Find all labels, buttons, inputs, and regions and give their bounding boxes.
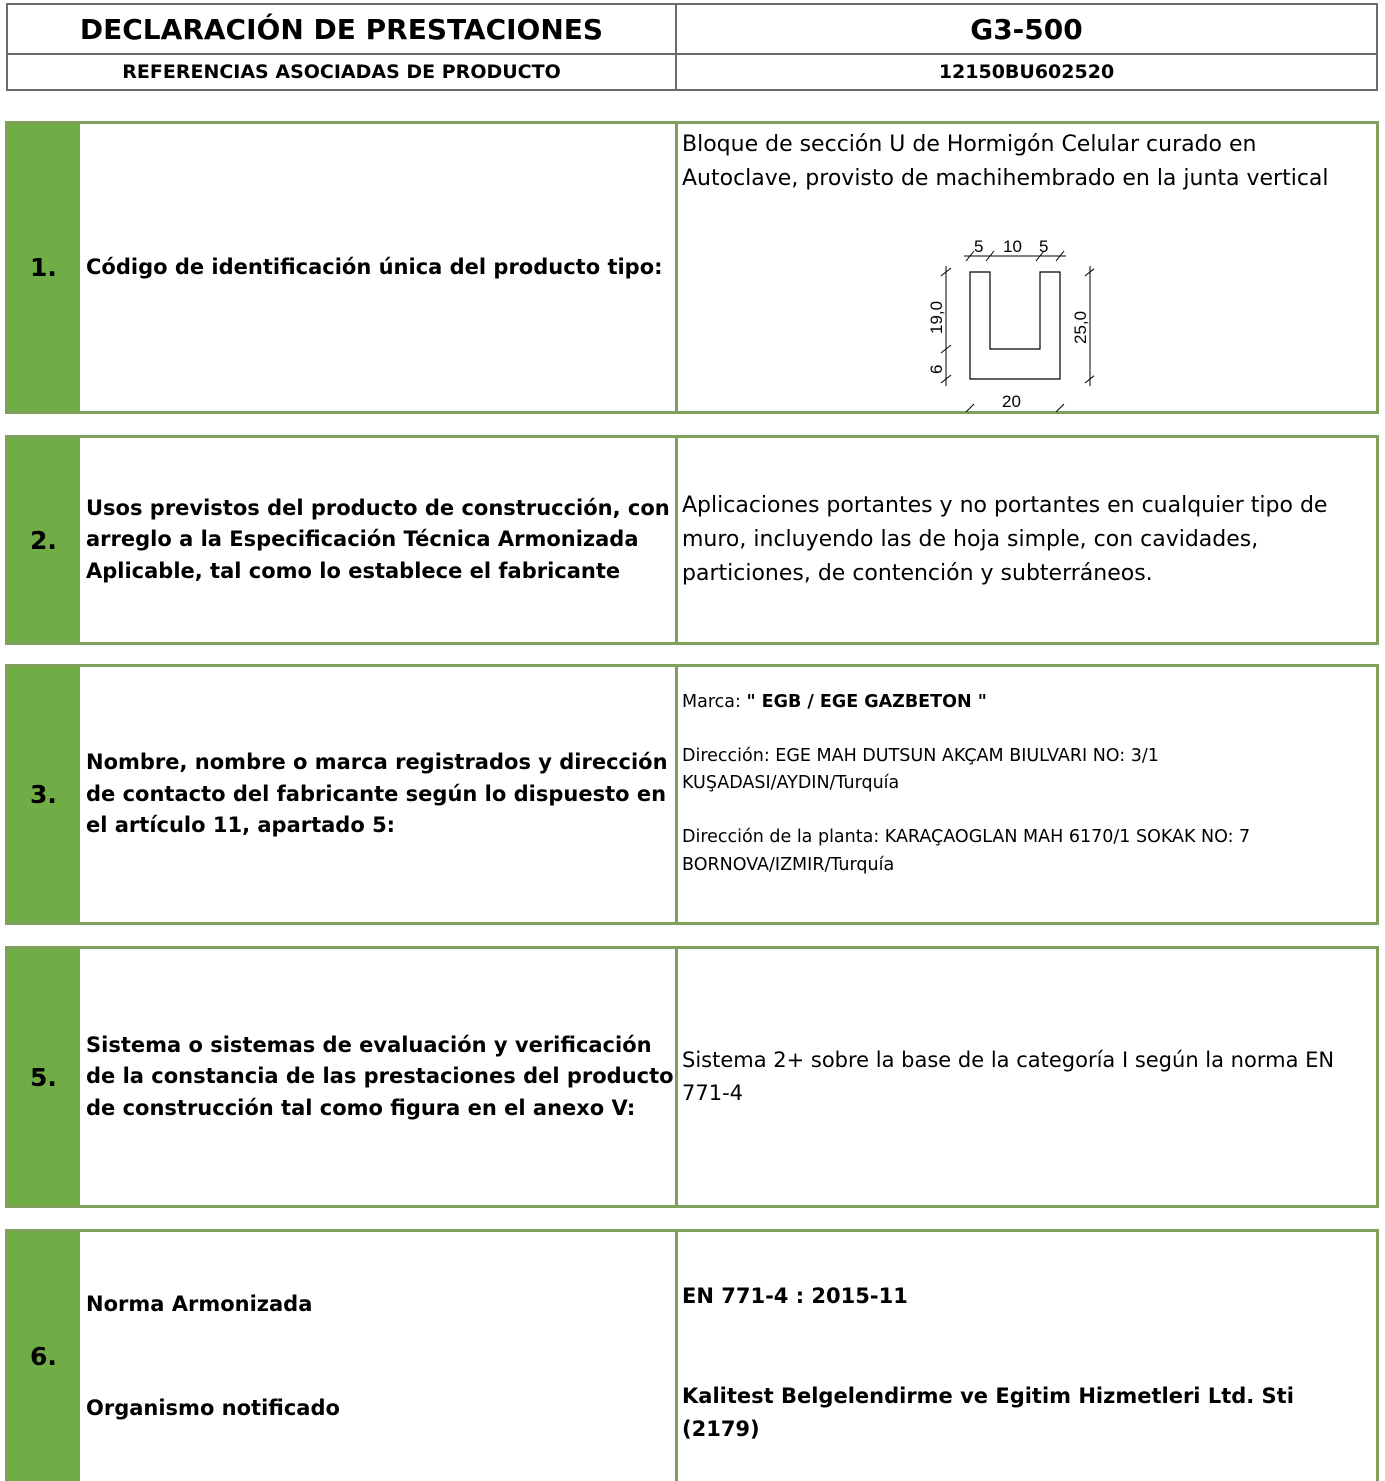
- section-label: Código de identificación única del producto tipo:: [80, 124, 678, 411]
- brand-label: Marca:: [682, 692, 747, 712]
- dim-right: 25,0: [1071, 310, 1090, 344]
- section-number: 6.: [8, 1232, 80, 1481]
- brand-line: [682, 689, 1376, 716]
- plant-address-line: Dirección de la planta: KARAÇAOGLAN MAH 6170/1 SOKAK NO: 7 BORNOVA/IZMIR/Turquía: [682, 827, 1251, 875]
- dim-left-upper: 19,0: [927, 300, 946, 334]
- section-value: [678, 667, 1376, 922]
- u-block-section-drawing: [924, 214, 1094, 414]
- dim-left-lower: 6: [927, 364, 946, 374]
- section-value: Sistema 2+ sobre la base de la categoría I según la norma EN 771-4: [682, 1048, 1335, 1105]
- label-harmonised-standard: Norma Armonizada: [86, 1291, 313, 1316]
- dim-top-left: 5: [974, 237, 984, 256]
- section-number: 1.: [8, 124, 80, 411]
- section-label: Sistema o sistemas de evaluación y verificación de la constancia de las prestaciones del producto de construcción tal como figura en el anexo V:: [80, 949, 678, 1205]
- document-title: DECLARACIÓN DE PRESTACIONES: [8, 5, 677, 53]
- address-line: Dirección: EGE MAH DUTSUN AKÇAM BIULVARI NO: 3/1 KUŞADASI/AYDIN/Turquía: [682, 746, 1159, 794]
- section-number: 3.: [8, 667, 80, 922]
- notified-body-value: Kalitest Belgelendirme ve Egitim Hizmetleri Ltd. Sti (2179): [682, 1384, 1294, 1441]
- header-row-title: [6, 3, 1378, 55]
- section-value: [678, 1232, 1376, 1481]
- references-label: REFERENCIAS ASOCIADAS DE PRODUCTO: [8, 55, 677, 89]
- product-code: G3-500: [970, 12, 1083, 46]
- label-notified-body: Organismo notificado: [86, 1396, 340, 1420]
- header-row-references: [6, 53, 1378, 91]
- dim-bottom: 20: [1002, 392, 1021, 411]
- section-value: Aplicaciones portantes y no portantes en cualquier tipo de muro, incluyendo las de hoja simple, con cavidades, particiones, de contención y subterráneos.: [682, 492, 1328, 587]
- section-product-identification: [5, 121, 1379, 414]
- section-number: 2.: [8, 438, 80, 642]
- section-assessment-system: [5, 946, 1379, 1208]
- section-harmonised-standard: [5, 1229, 1379, 1481]
- harmonised-standard-value: EN 771-4 : 2015-11: [682, 1284, 908, 1308]
- product-description: Bloque de sección U de Hormigón Celular curado en Autoclave, provisto de machihembrado en la junta vertical: [682, 132, 1329, 192]
- section-manufacturer: [5, 664, 1379, 925]
- brand-value: " EGB / EGE GAZBETON ": [746, 692, 987, 712]
- dim-top-right: 5: [1039, 237, 1049, 256]
- section-label: Nombre, nombre o marca registrados y dirección de contacto del fabricante según lo dispuesto en el artículo 11, apartado 5:: [80, 667, 678, 922]
- references-value: 12150BU602520: [938, 61, 1115, 83]
- section-value: [678, 124, 1376, 411]
- section-label: [80, 1232, 678, 1481]
- dim-top-middle: 10: [1003, 237, 1022, 256]
- section-intended-uses: [5, 435, 1379, 645]
- section-label: Usos previstos del producto de construcción, con arreglo a la Especificación Técnica Armonizada Aplicable, tal como lo establece el fabricante: [80, 438, 678, 642]
- section-number: 5.: [8, 949, 80, 1205]
